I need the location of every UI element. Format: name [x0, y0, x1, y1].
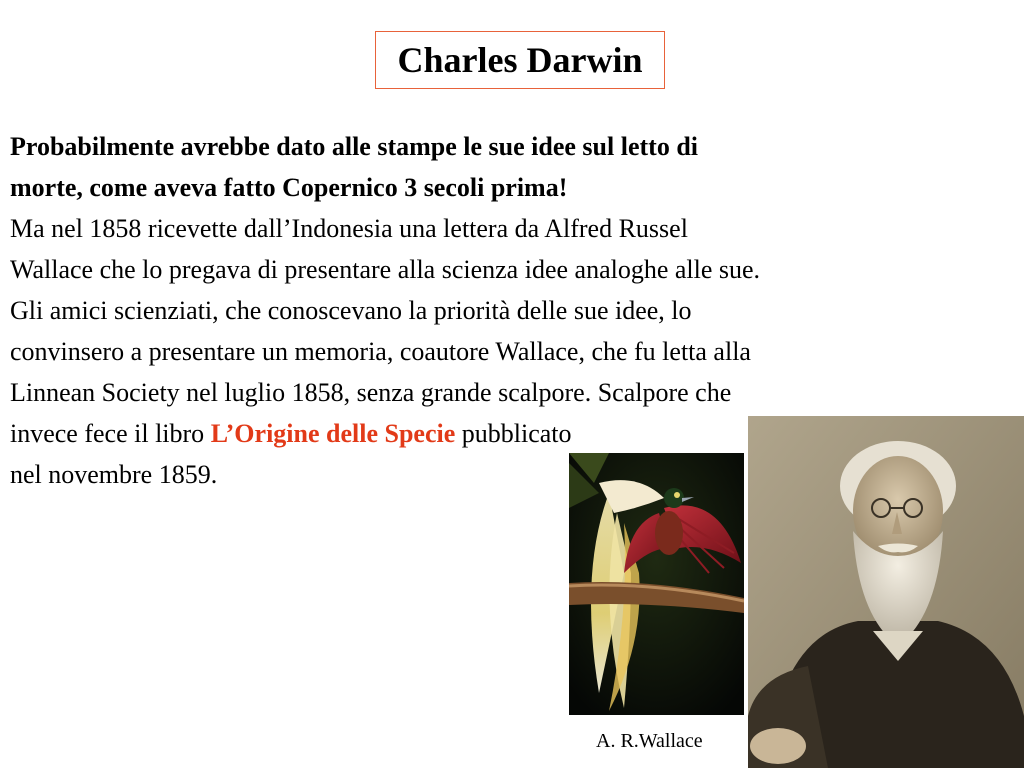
wallace-portrait-illustration — [748, 416, 1024, 768]
bird-illustration — [569, 453, 744, 715]
body-line-1: Probabilmente avrebbe dato alle stampe le sue idee sul letto di — [10, 132, 698, 161]
portrait-caption: A. R.Wallace — [596, 730, 703, 752]
body-line-5: Gli amici scienziati, che conoscevano la priorità delle sue idee, lo — [10, 296, 692, 325]
body-line-6: convinsero a presentare un memoria, coautore Wallace, che fu letta alla — [10, 337, 751, 366]
body-line-8-start: invece fece il libro — [10, 419, 211, 448]
body-line-9: nel novembre 1859. — [10, 460, 218, 489]
body-line-7: Linnean Society nel luglio 1858, senza grande scalpore. Scalpore che — [10, 378, 732, 407]
body-line-4: Wallace che lo pregava di presentare alla scienza idee analoghe alle sue. — [10, 255, 761, 284]
slide-title — [375, 31, 665, 89]
book-title: L’Origine delle Specie — [210, 419, 456, 448]
body-line-2: morte, come aveva fatto Copernico 3 secoli prima! — [10, 173, 568, 202]
body-line-3: Ma nel 1858 ricevette dall’Indonesia una lettera da Alfred Russel — [10, 214, 688, 243]
slide-title-text: Charles Darwin — [397, 40, 643, 80]
wallace-portrait-image — [748, 416, 1024, 768]
body-line-8-end: pubblicato — [455, 419, 572, 448]
bird-of-paradise-image — [569, 453, 744, 715]
